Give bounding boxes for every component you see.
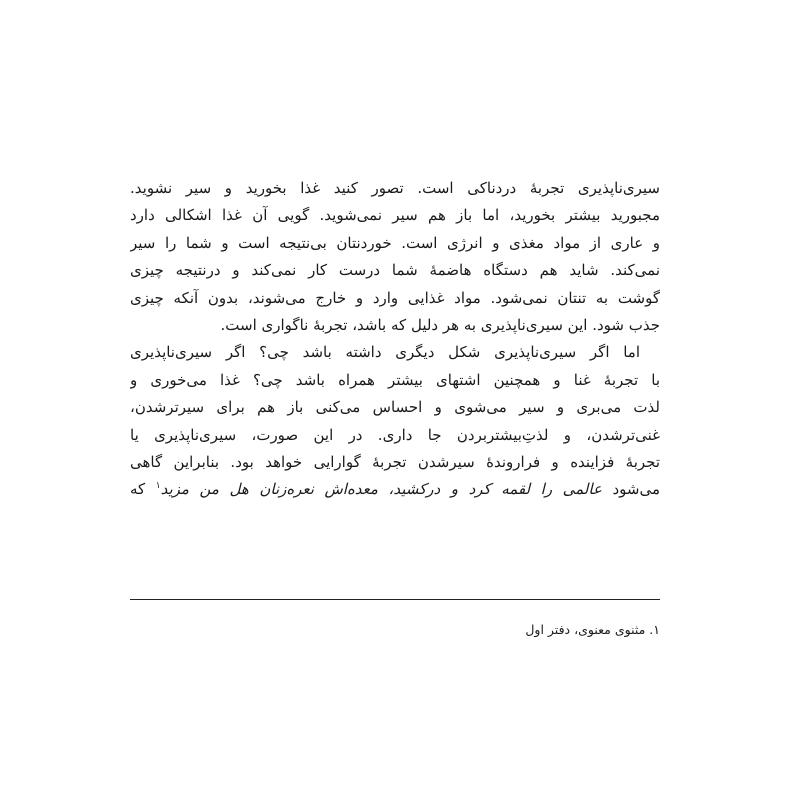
paragraph-1-line-1: سیری‌ناپذیری تجربهٔ دردناکی است. تصور کنید غذا بخورید و سیر نشوید. [130,179,660,197]
body-text [130,175,660,504]
line-6-end: که [130,480,156,499]
paragraph-1-line-6: جذب شود. این سیری‌ناپذیری به هر دلیل که باشد، تجربهٔ ناگواری است. [220,315,660,334]
paragraph-2-line-1: اما اگر سیری‌ناپذیری شکل دیگری داشته باشد چی؟ اگر سیری‌ناپذیری [130,343,640,362]
paragraph-2-line-5: تجربهٔ فزاینده و فرارونده‌ٔ سیرشدن تجربهٔ گوارایی خواهد بود. بنابراین گاهی [130,452,660,471]
poetry-quote: عالمی را لقمه کرد و درکشید، معده‌اش نعره‌زنان هل من مزید [160,480,602,499]
paragraph-2-line-4: غنی‌ترشدن، و لذتِ‌بیشتربردن جا داری. در این صورت، سیری‌ناپذیری یا [130,425,660,444]
paragraph-2-line-3: لذت می‌بری و سیر می‌شوی و احساس می‌کنی باز هم برای سیرترشدن، [130,398,660,417]
footnote: ۱. مثنوی معنوی، دفتر اول [525,622,660,637]
paragraph-1-line-4: نمی‌کند. شاید هم دستگاه هاضمهٔ شما درست کار نمی‌کند و درنتیجه چیزی [130,261,660,280]
line-6-start: می‌شود [601,480,660,499]
footnote-reference: ۱ [155,481,161,492]
paragraph-1-line-3: و عاری از مواد مغذی و انرژی است. خوردنتان بی‌نتیجه است و شما را سیر [130,233,660,252]
paragraph-1-line-5: گوشت به تنتان نمی‌شود. مواد غذایی وارد و خارج می‌شوند، بدون آنکه چیزی [130,288,660,307]
paragraph-2-line-2: با تجربهٔ غنا و همچنین اشتهای بیشتر همراه باشد چی؟ غذا می‌خوری و [130,370,660,389]
paragraph-2-line-6 [130,476,660,503]
footnote-divider [130,599,660,600]
paragraph-1-line-2: مجبورید بیشتر بخورید، اما باز هم سیر نمی‌شوید. گویی آن غذا اشکالی دارد [130,206,660,225]
